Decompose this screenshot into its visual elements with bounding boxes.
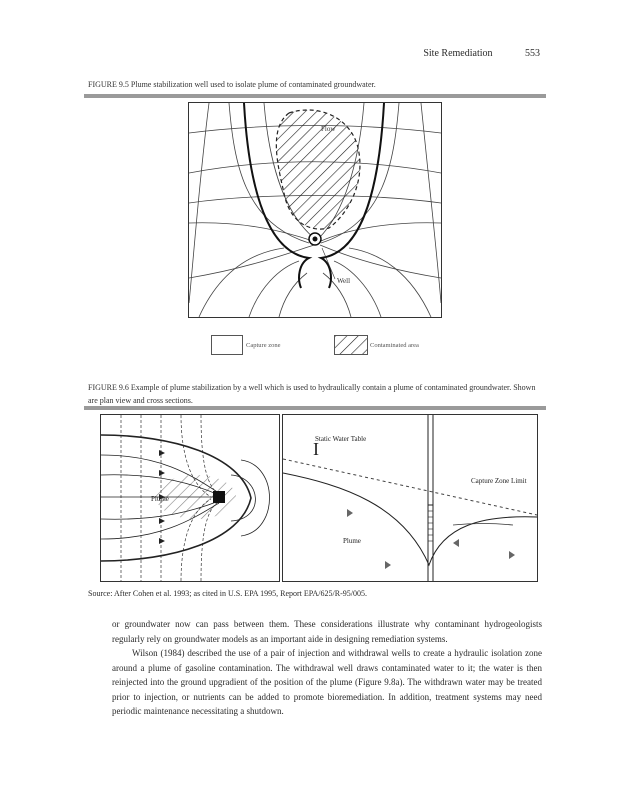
figure-source: Source: After Cohen et al. 1993; as cited in U.S. EPA 1995, Report EPA/625/R-95/005. xyxy=(88,589,367,598)
body-paragraph-2: Wilson (1984) described the use of a pair of injection and withdrawal wells to create a hydraulic isolation zone around a plume of gasoline contamination. The withdrawal well draws contaminated water to it; the water is then reinjected into the ground upgradient of the position of the plume (Figure 9.8a). The withdrawn water may be treated prior to injection, or nutrients can be added to promote bioremediation. In addition, treatment systems may need periodic maintenance necessitating a shutdown. xyxy=(112,648,542,716)
flow-net-diagram xyxy=(189,103,441,317)
well-label: Well xyxy=(337,277,351,285)
plan-well-marker xyxy=(213,491,225,503)
cross-section-diagram xyxy=(283,415,537,581)
legend-capture-label: Capture zone xyxy=(246,342,281,349)
plan-plume-label: Plume xyxy=(151,495,169,503)
capture-zone-limit-label: Capture Zone Limit xyxy=(471,477,527,485)
legend-contaminated-label: Contaminated area xyxy=(370,342,419,349)
figure-9-6-plan-view xyxy=(100,414,280,582)
page-number: 553 xyxy=(525,48,540,59)
svg-text:I: I xyxy=(313,439,319,459)
contaminated-area xyxy=(276,110,360,229)
legend-contaminated-swatch xyxy=(334,335,368,355)
plan-view-diagram xyxy=(101,415,279,581)
caption-rule-2 xyxy=(84,406,546,410)
section-title: Site Remediation xyxy=(423,48,493,59)
static-water-table-label: Static Water Table xyxy=(315,435,367,443)
running-head xyxy=(0,48,540,59)
flow-label: Flow xyxy=(321,125,336,133)
figure-9-6-caption: FIGURE 9.6 Example of plume stabilization by a well which is used to hydraulically contain a plume of contaminated groundwater. Shown are plan view and cross sections. xyxy=(88,383,536,405)
section-plume-label: Plume xyxy=(343,537,361,545)
figure-9-6-cross-section xyxy=(282,414,538,582)
figure-9-5-flow-net xyxy=(188,102,442,318)
figure-9-5-caption: FIGURE 9.5 Plume stabilization well used to isolate plume of contaminated groundwater. xyxy=(88,80,376,89)
legend-capture-swatch xyxy=(211,335,243,355)
caption-rule xyxy=(84,94,546,98)
body-paragraph-1: or groundwater now can pass between them. These considerations illustrate why contaminant hydrogeologists regularly rely on groundwater models as an important aide in designing remediation systems. xyxy=(112,619,542,644)
body-text xyxy=(112,617,542,719)
